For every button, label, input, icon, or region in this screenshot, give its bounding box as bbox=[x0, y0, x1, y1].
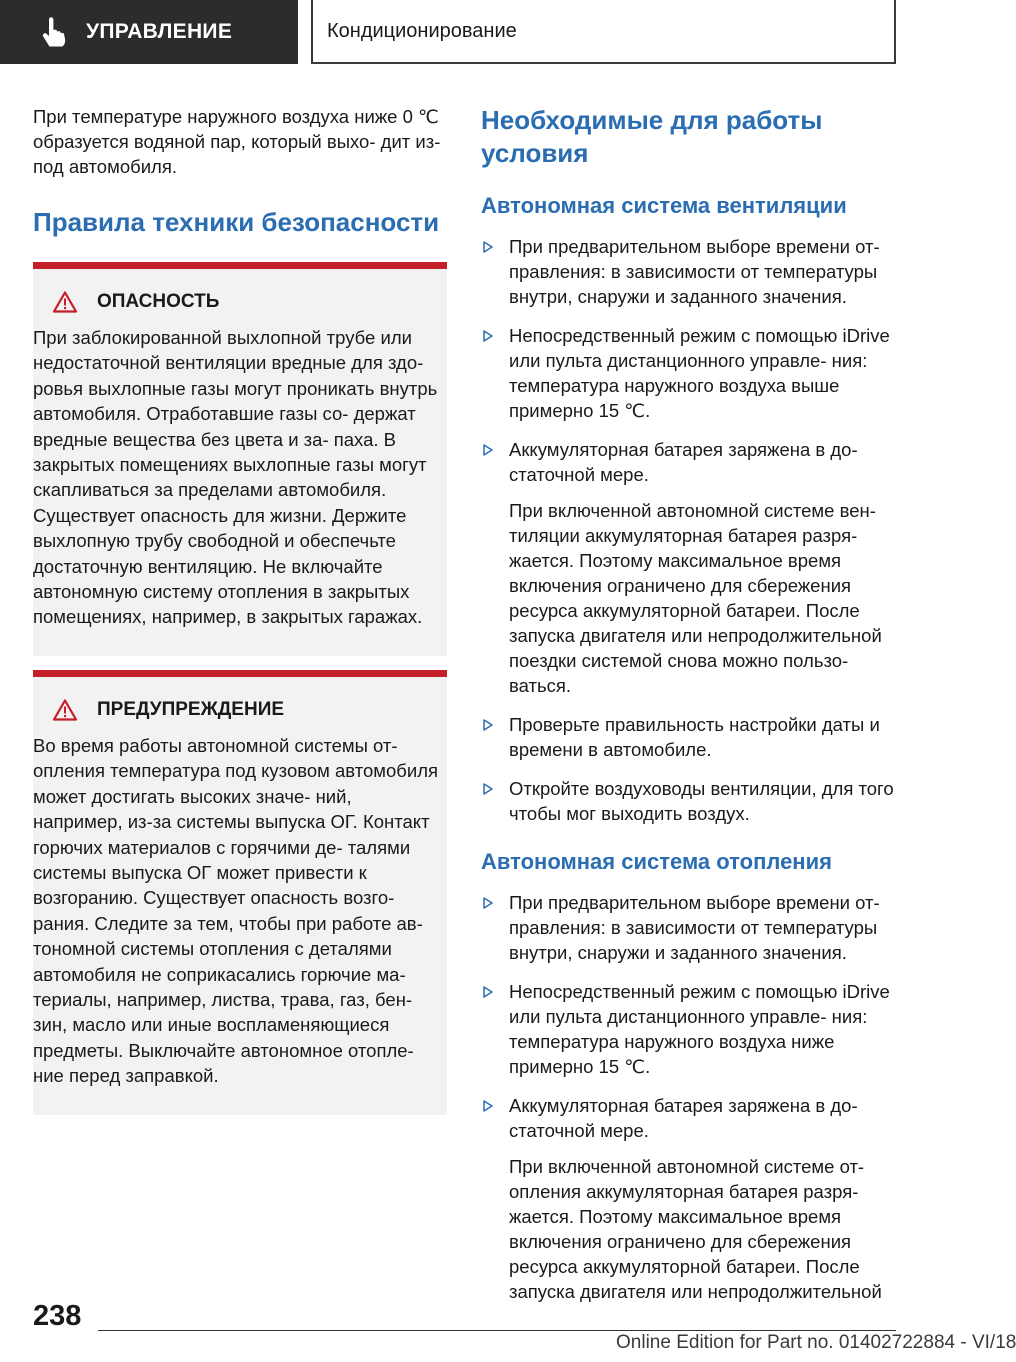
section-title: УПРАВЛЕНИЕ bbox=[86, 20, 233, 43]
danger-title-row bbox=[33, 291, 447, 313]
triangle-bullet-icon bbox=[483, 897, 493, 909]
intro-paragraph: При температуре наружного воздуха ниже 0 ℃ образуется водяной пар, который выхо‐ дит из-под автомобиля. bbox=[33, 106, 441, 177]
list-item bbox=[481, 979, 901, 1079]
list-item-text: При предварительном выборе времени от‐ правления: в зависимости от температуры внутри, снаружи и заданного значения. bbox=[509, 892, 880, 963]
edition-text: Online Edition for Part no. 01402722884 - VI/18 bbox=[616, 1332, 1016, 1353]
heating-heading: Автономная система отопления bbox=[481, 849, 832, 874]
conditions-heading: Необходимые для работы условия bbox=[481, 105, 823, 168]
list-item-text: Откройте воздуховоды вентиляции, для того чтобы мог выходить воздух. bbox=[509, 778, 894, 824]
warning-triangle-icon bbox=[53, 291, 77, 313]
list-item bbox=[481, 890, 901, 965]
topic-title: Кондиционирование bbox=[327, 19, 517, 42]
warning-title-row bbox=[33, 699, 447, 721]
ventilation-heading: Автономная система вентиляции bbox=[481, 193, 847, 218]
page-number: 238 bbox=[33, 1300, 82, 1332]
triangle-bullet-icon bbox=[483, 241, 493, 253]
ventilation-list bbox=[481, 234, 901, 826]
list-item-text: Аккумуляторная батарея заряжена в до‐ статочной мере. bbox=[509, 1095, 858, 1141]
warning-triangle-icon bbox=[53, 699, 77, 721]
list-item-text: При предварительном выборе времени от‐ правления: в зависимости от температуры внутри, снаружи и заданного значения. bbox=[509, 236, 880, 307]
list-item bbox=[481, 234, 901, 309]
warning-box bbox=[33, 670, 447, 1115]
triangle-bullet-icon bbox=[483, 330, 493, 342]
triangle-bullet-icon bbox=[483, 719, 493, 731]
list-item-note: При включенной автономной системе вен‐ тиляции аккумуляторная батарея разря‐ жается. Поэтому максимальное время включения ограничено для сбережения ресурса аккумуляторной батареи. После запуска двигателя или непродолжительной поездки системой снова можно пользо‐ ваться. bbox=[509, 500, 882, 696]
list-item bbox=[481, 1093, 901, 1304]
section-tab[interactable] bbox=[0, 0, 298, 64]
list-item bbox=[481, 437, 901, 698]
list-item bbox=[481, 712, 901, 762]
triangle-bullet-icon bbox=[483, 986, 493, 998]
list-item bbox=[481, 776, 901, 826]
left-column bbox=[33, 104, 447, 1115]
triangle-bullet-icon bbox=[483, 444, 493, 456]
list-item-text: Непосредственный режим с помощью iDrive или пульта дистанционного управле‐ ния: температура наружного воздуха ниже примерно 15 ℃. bbox=[509, 981, 890, 1077]
triangle-bullet-icon bbox=[483, 783, 493, 795]
footer-divider bbox=[98, 1330, 896, 1331]
topic-tab[interactable] bbox=[311, 0, 896, 64]
triangle-bullet-icon bbox=[483, 1100, 493, 1112]
hand-pointer-icon bbox=[40, 17, 66, 47]
safety-heading: Правила техники безопасности bbox=[33, 207, 440, 237]
list-item-note: При включенной автономной системе от‐ опления аккумуляторная батарея разря‐ жается. Поэтому максимальное время включения ограничено для сбережения ресурса аккумуляторной батареи. После запуска двигателя или непродолжительной bbox=[509, 1156, 882, 1302]
list-item-text: Непосредственный режим с помощью iDrive или пульта дистанционного управле‐ ния: температура наружного воздуха выше примерно 15 ℃. bbox=[509, 325, 890, 421]
danger-text: При заблокированной выхлопной трубе или недостаточной вентиляции вредные для здо‐ ровья выхлопные газы могут проникать внутрь автомобиля. Отработавшие газы со‐ держат вредные вещества без цвета и за‐ паха. В закрытых помещениях выхлопные газы могут скапливаться за пределами автомобиля. Существует опасность для жизни. Держите выхлопную трубу свободной и обеспечьте достаточную вентиляцию. Не включайте автономную систему отопления в закрытых помещениях, например, в закрытых гаражах. bbox=[33, 327, 438, 628]
list-item bbox=[481, 323, 901, 423]
warning-title: ПРЕДУПРЕЖДЕНИЕ bbox=[97, 698, 285, 720]
danger-title: ОПАСНОСТЬ bbox=[97, 291, 220, 312]
list-item-text: Проверьте правильность настройки даты и времени в автомобиле. bbox=[509, 714, 880, 760]
warning-text: Во время работы автономной системы от‐ опления температура под кузовом автомобиля может достигать высоких значе‐ ний, например, из-за системы выпуска ОГ. Контакт горючих материалов с горячими де‐ талями системы выпуска ОГ может привести к возгоранию. Существует опасность возго‐ рания. Следите за тем, чтобы при работе ав‐ тономной системы отопления с деталями автомобиля не соприкасались горючие ма‐ териалы, например, листва, трава, газ, бен‐ зин, масло или иные воспламеняющиеся предметы. Выключайте автономное отопле‐ ние перед заправкой. bbox=[33, 734, 439, 1087]
list-item-text: Аккумуляторная батарея заряжена в до‐ статочной мере. bbox=[509, 439, 858, 485]
danger-box bbox=[33, 262, 447, 656]
heating-list bbox=[481, 890, 901, 1304]
right-column bbox=[481, 104, 901, 1318]
